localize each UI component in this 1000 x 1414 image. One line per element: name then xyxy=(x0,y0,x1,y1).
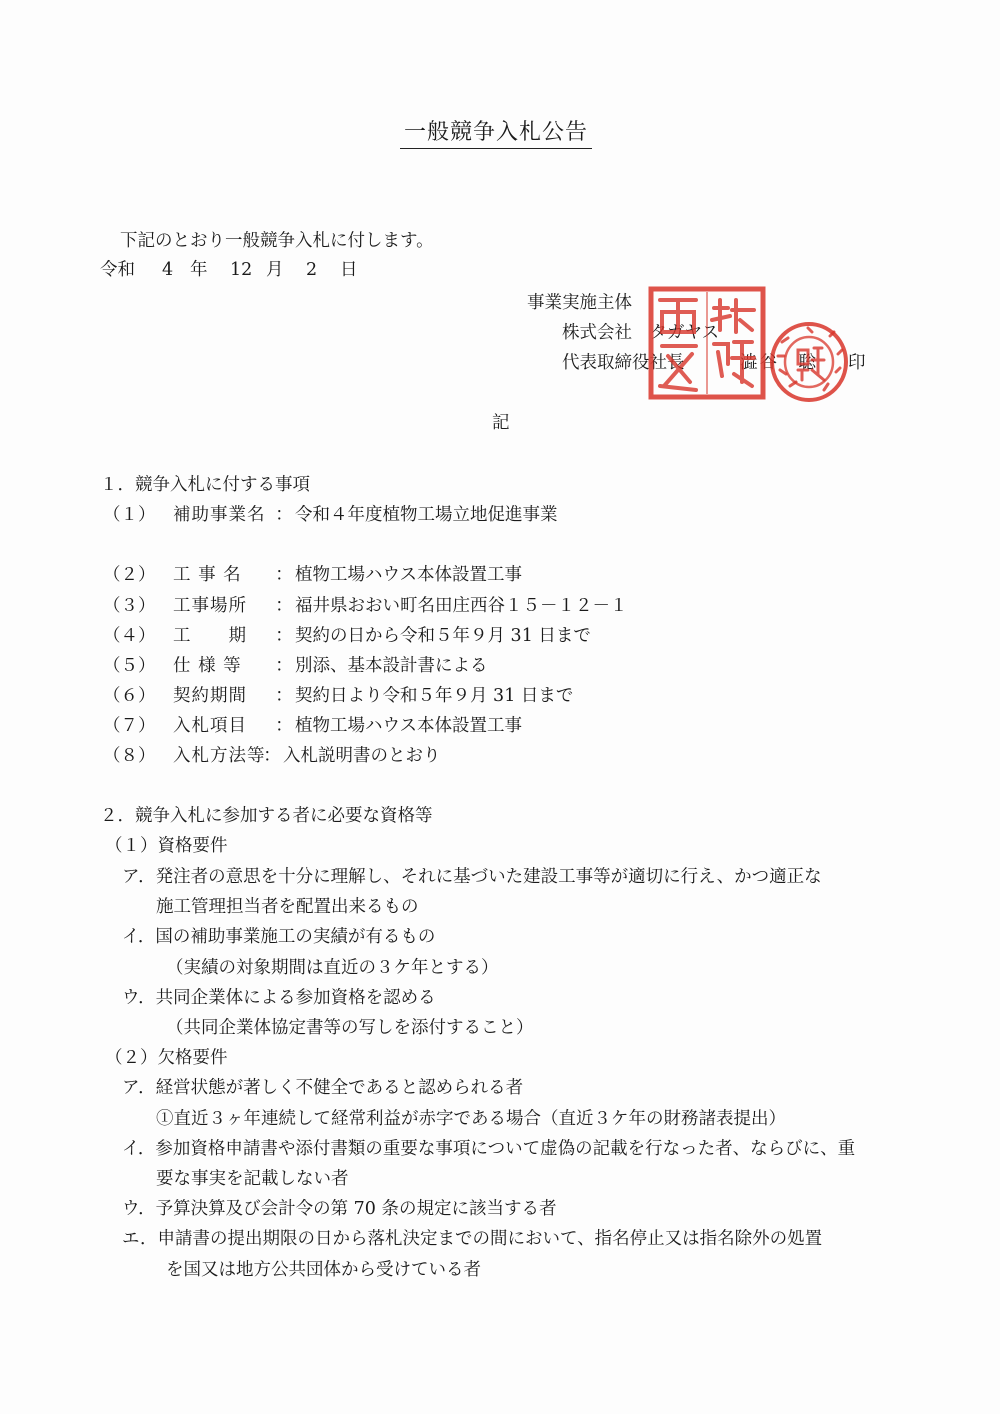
item-value: 契約日より令和５年９月 31 日まで xyxy=(295,686,574,706)
ki-heading: 記 xyxy=(492,413,510,433)
section1-item-3 xyxy=(103,598,628,616)
item-separator: ： xyxy=(275,626,293,646)
section1-item-8 xyxy=(103,748,441,766)
date-day-unit: 日 xyxy=(340,260,358,280)
item-value: 福井県おおい町名田庄西谷１５－１２－１ xyxy=(295,596,628,616)
item-number: （４） xyxy=(103,626,156,646)
disqualification-e-line2: を国又は地方公共団体から受けている者 xyxy=(166,1260,481,1280)
item-value: 契約の日から令和５年９月 31 日まで xyxy=(295,626,591,646)
date-year-unit: 年 xyxy=(190,260,208,280)
item-separator: ： xyxy=(275,565,293,585)
item-number: （８） xyxy=(103,746,156,766)
section2-heading: ２．競争入札に参加する者に必要な資格等 xyxy=(100,806,433,826)
section1-item-1 xyxy=(103,507,558,525)
item-number: （１） xyxy=(103,505,156,525)
disqualification-a-line2: ①直近３ヶ年連続して経常利益が赤字である場合（直近３ケ年の財務諸表提出） xyxy=(156,1109,786,1129)
item-label: 補助事業名 xyxy=(173,505,266,525)
item-number: （５） xyxy=(103,656,156,676)
item-number: （３） xyxy=(103,596,156,616)
issuer-role: 事業実施主体 xyxy=(527,293,632,313)
date-day: 2 xyxy=(306,260,318,280)
qualification-a-line2: 施工管理担当者を配置出来るもの xyxy=(156,897,419,917)
item-separator: ： xyxy=(275,656,293,676)
section1-item-2 xyxy=(103,567,522,585)
disqualification-i-line2: 要な事実を記載しない者 xyxy=(156,1169,349,1189)
item-label: 入札方法等 xyxy=(173,746,266,766)
issuer-name: 澁谷 聡 xyxy=(740,353,818,373)
representative-seal-image xyxy=(768,320,850,404)
section1-item-4 xyxy=(103,628,591,646)
qualification-a-line1: ア．発注者の意思を十分に理解し、それに基づいた建設工事等が適切に行え、かつ適正な xyxy=(122,867,822,887)
item-number: （６） xyxy=(103,686,156,706)
item-value: 別添、基本設計書による xyxy=(295,656,488,676)
date-year: 4 xyxy=(162,260,174,280)
company-seal-image xyxy=(648,286,766,400)
disqualification-i-line1: イ．参加資格申請書や添付書類の重要な事項について虚偽の記載を行なった者、ならびに、重 xyxy=(122,1139,856,1159)
disqualification-heading: （２）欠格要件 xyxy=(105,1048,228,1068)
item-label: 契約期間 xyxy=(173,686,247,706)
issuer-title: 代表取締役社長 xyxy=(562,353,685,373)
section1-item-5 xyxy=(103,658,488,676)
item-value: 植物工場ハウス本体設置工事 xyxy=(295,565,522,585)
section1-item-6 xyxy=(103,688,573,706)
qualification-i-line1: イ．国の補助事業施工の実績が有るもの xyxy=(122,927,436,947)
qualification-u-line1: ウ．共同企業体による参加資格を認める xyxy=(122,988,436,1008)
item-separator: ： xyxy=(275,716,293,736)
item-number: （７） xyxy=(103,716,156,736)
item-label: 工 期 xyxy=(173,626,247,646)
item-label: 仕 様 等 xyxy=(173,656,242,676)
date-month-unit: 月 xyxy=(266,260,284,280)
item-separator: ： xyxy=(275,686,293,706)
intro-text: 下記のとおり一般競争入札に付します。 xyxy=(120,231,434,251)
seal-mark: 印 xyxy=(848,353,866,373)
item-label: 工 事 名 xyxy=(173,565,242,585)
page-title: 一般競争入札公告 xyxy=(400,122,592,149)
item-label: 入札項目 xyxy=(173,716,247,736)
date-era: 令和 xyxy=(100,260,135,280)
section1-heading: １．競争入札に付する事項 xyxy=(100,475,310,495)
item-number: （２） xyxy=(103,565,156,585)
item-separator: ： xyxy=(275,596,293,616)
issuer-company: 株式会社 タガヤス xyxy=(562,323,720,343)
disqualification-a-line1: ア．経営状態が著しく不健全であると認められる者 xyxy=(122,1078,524,1098)
qualification-i-line2: （実績の対象期間は直近の３ケ年とする） xyxy=(166,958,499,978)
item-separator: ： xyxy=(263,746,281,766)
item-value: 令和４年度植物工場立地促進事業 xyxy=(295,505,558,525)
disqualification-u-line1: ウ．予算決算及び会計令の第 70 条の規定に該当する者 xyxy=(122,1199,557,1219)
item-value: 入札説明書のとおり xyxy=(283,746,441,766)
date-month: 12 xyxy=(230,260,253,280)
item-value: 植物工場ハウス本体設置工事 xyxy=(295,716,522,736)
qualification-heading: （１）資格要件 xyxy=(105,836,228,856)
issue-date xyxy=(100,262,358,280)
item-separator: ： xyxy=(275,505,293,525)
disqualification-e-line1: エ．申請書の提出期限の日から落札決定までの間において、指名停止又は指名除外の処置 xyxy=(122,1229,823,1249)
item-label: 工事場所 xyxy=(173,596,247,616)
section1-item-7 xyxy=(103,718,522,736)
qualification-u-line2: （共同企業体協定書等の写しを添付すること） xyxy=(166,1018,534,1038)
